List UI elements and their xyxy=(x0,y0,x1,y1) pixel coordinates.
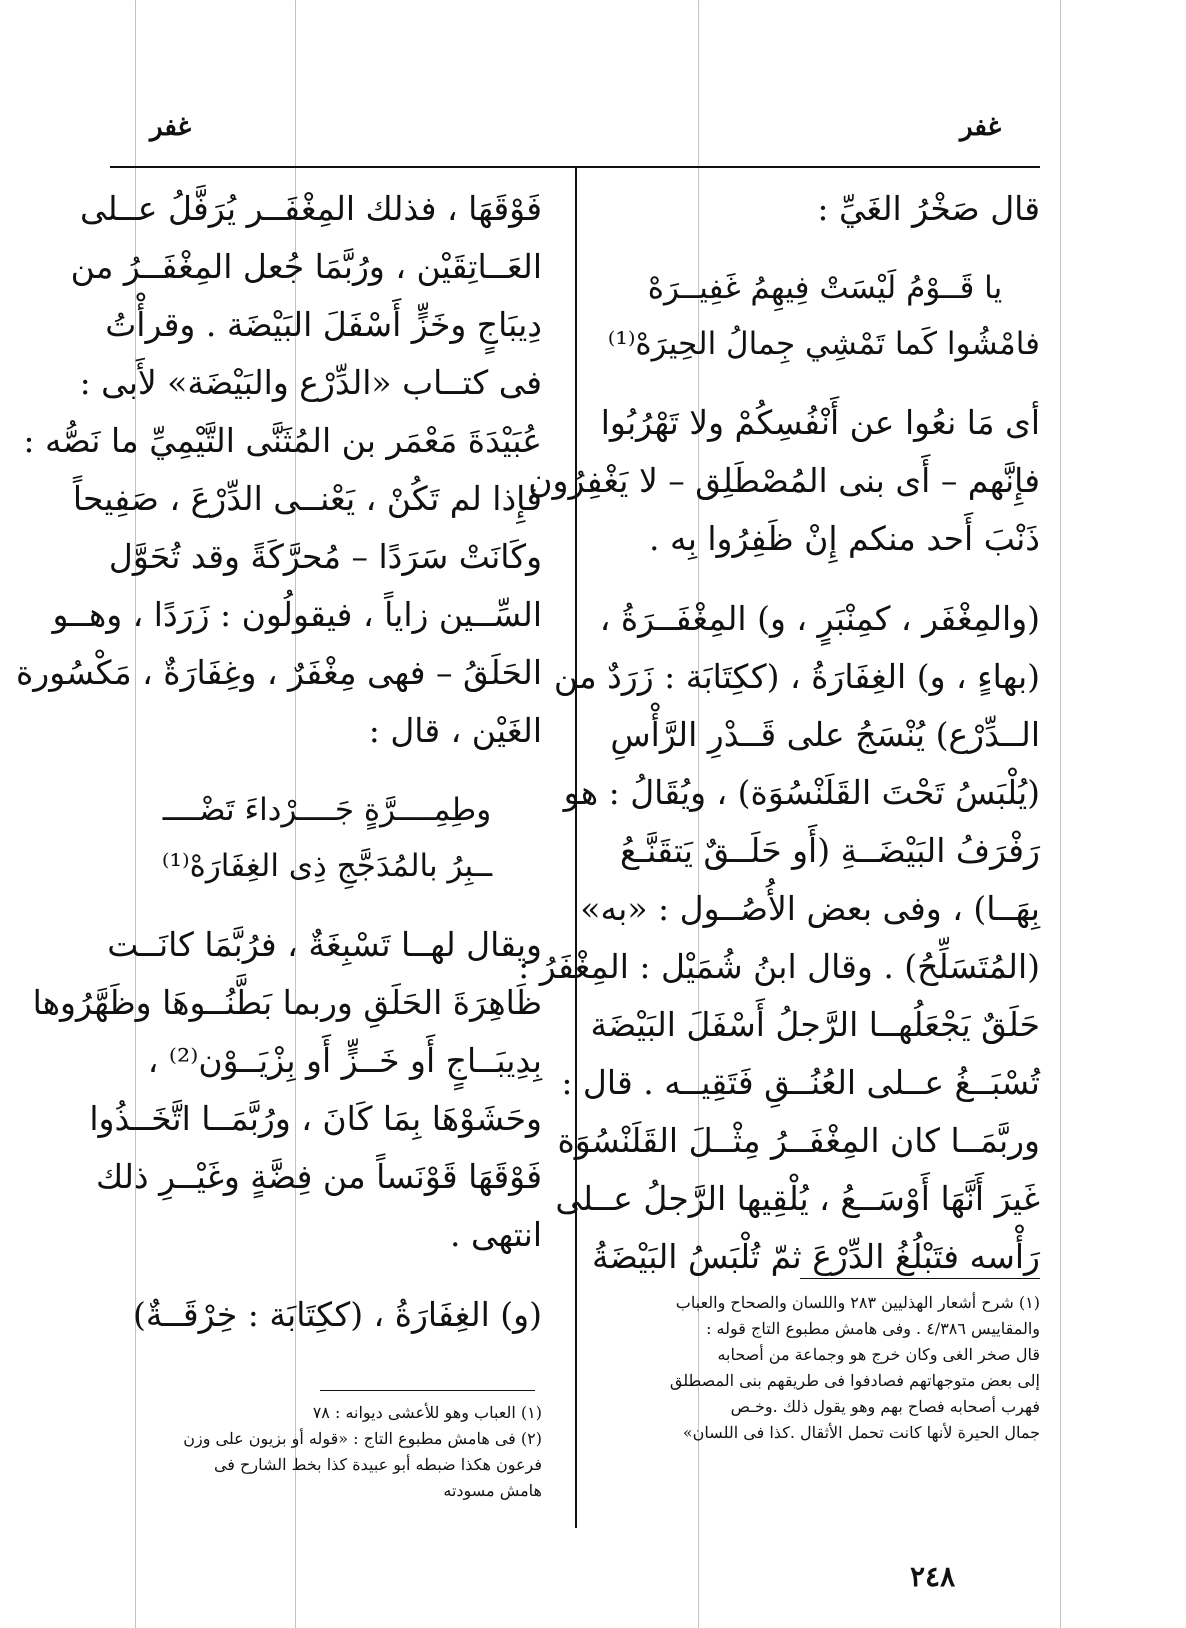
left-column xyxy=(16,180,542,1344)
text-line: رَأْسه فتَبْلُغُ الدِّرْعَ ثمّ تُلْبَسُ البَيْضَةُ xyxy=(592,1237,1040,1276)
footnote-line: فهرب أصحابه فصاح بهم وهو يقول ذلك .وخـص xyxy=(730,1397,1040,1416)
verse-line: وطِمِــــرَّةٍ جَــــرْداءَ تَضْــــ xyxy=(162,792,492,828)
text-line: فَوْقَهَا قَوْنَساً من فِضَّةٍ وغَيْــرِ ذلك xyxy=(96,1157,542,1196)
column-divider xyxy=(575,168,577,1528)
scan-guide-line xyxy=(1060,0,1061,1628)
verse-line: فامْشُوا كَما تَمْشِي جِمالُ الحِيرَهْ⁽¹⁾ xyxy=(607,326,1040,362)
footnote-line: جمال الحيرة لأنها كانت تحمل الأثقال .كذا فى اللسان» xyxy=(682,1423,1040,1442)
running-head-left: غفر xyxy=(150,112,192,142)
footnote-line: قال صخر الغى وكان خرج هو وجماعة من أصحابه xyxy=(717,1345,1040,1364)
intro-line: قال صَخْرُ الغَيِّ : xyxy=(817,189,1040,228)
text-line: ذَنْبَ أَحد منكم إِنْ ظَفِرُوا بِه . xyxy=(649,519,1040,558)
text-line: الحَلَقُ – فهى مِغْفَرٌ ، وغِفَارَةٌ ، مَكْسُورة xyxy=(16,653,542,692)
footnote-line: والمقاييس ٤/٣٨٦ . وفى هامش مطبوع التاج قوله : xyxy=(706,1319,1040,1338)
text-line: (المُتَسَلِّحُ) . وقال ابنُ شُمَيْل : المِغْفَرُ : xyxy=(518,947,1040,986)
text-line: انتهى . xyxy=(449,1215,542,1254)
text-line: غَيرَ أَنَّهَا أَوْسَــعُ ، يُلْقِيها الرَّجلُ عــلى xyxy=(555,1179,1040,1218)
text-line: الغَيْن ، قال : xyxy=(368,711,542,750)
footnote-line: هامش مسودته xyxy=(443,1481,542,1500)
footnote-line: إلى بعض متوجهاتهم فصادفوا فى طريقهم بنى المصطلق xyxy=(669,1371,1040,1390)
text-line: رَفْرَفُ البَيْضَــةِ (أَو حَلَــقٌ يَتقَنَّـعُ xyxy=(619,831,1040,870)
footnote-line: (١) شرح أشعار الهذليين ٢٨٣ واللسان والصحاح والعباب xyxy=(675,1293,1040,1312)
text-line: فى كتــاب «الدِّرْع والبَيْضَة» لأَبى : xyxy=(79,363,542,402)
text-line: حَلَقٌ يَجْعَلُهــا الرَّجلُ أَسْفَلَ البَيْضَة xyxy=(590,1005,1040,1044)
footnote-line: فرعون هكذا ضبطه أبو عبيدة كذا بخط الشارح فى xyxy=(213,1455,542,1474)
text-line: بِدِيبَــاجٍ أَو خَــزٍّ أَو بِزْيَــوْن⁽²⁾ ، xyxy=(147,1041,542,1080)
text-line: دِيبَاجٍ وخَزٍّ أَسْفَلَ البَيْضَة . وقرأْتُ xyxy=(105,305,542,344)
text-line: (والمِغْفَر ، كمِنْبَرٍ ، و) المِغْفَــرَةُ ، xyxy=(599,599,1040,638)
text-line: أى مَا نعُوا عن أَنْفُسِكُمْ ولا تَهْرُبُوا xyxy=(600,403,1040,442)
footnote-rule-left xyxy=(320,1390,535,1391)
text-line: (يُلْبَسُ تَحْتَ القَلَنْسُوَة) ، ويُقَالُ : هو xyxy=(563,773,1040,812)
footnote-rule-right xyxy=(800,1278,1040,1279)
text-line: وكَانَتْ سَرَدًا – مُحرَّكَةً وقد تُحَوَّل xyxy=(108,537,542,576)
text-line: ظَاهِرَةَ الحَلَقِ وربما بَطَّنُــوهَا وظَهَّرُوها xyxy=(32,983,542,1022)
text-line: فإِذا لم تَكُنْ ، يَعْنــى الدِّرْعَ ، صَفِيحاً xyxy=(72,479,542,518)
text-line: تُسْبَــغُ عــلى العُنُــقِ فَتَقِيــه . قال : xyxy=(561,1063,1040,1102)
text-line: وربَّمَــا كان المِغْفَــرُ مِثْــلَ القَلَنْسُوَة xyxy=(557,1121,1040,1160)
entry-line: (و) الغِفَارَةُ ، (ككِتَابَة : خِرْقَــةٌ) xyxy=(132,1295,542,1334)
page-number: ٢٤٨ xyxy=(910,1560,956,1593)
text-line: العَــاتِقَيْن ، ورُبَّمَا جُعل المِغْفَــرُ من xyxy=(70,247,542,286)
text-line: فَوْقَهَا ، فذلك المِغْفَــر يُرَفَّلُ عــلى xyxy=(80,189,542,228)
running-head-right: غفر xyxy=(960,112,1002,142)
footnote-line: (١) العباب وهو للأعشى ديوانه : ٧٨ xyxy=(312,1403,542,1422)
verse-line: ــبِرُ بالمُدَجَّجِ ذِى الغِفَارَهْ⁽¹⁾ xyxy=(161,848,493,884)
text-line: ويقال لهــا تَسْبِغَةٌ ، فرُبَّمَا كانَــت xyxy=(107,925,542,964)
footnotes-right xyxy=(600,1290,1040,1446)
footnotes-left xyxy=(112,1400,542,1504)
right-column xyxy=(518,180,1040,1286)
text-line: بِهَــا) ، وفى بعض الأُصُــول : «به» xyxy=(580,889,1040,928)
text-line: السِّــين زاياً ، فيقولُون : زَرَدًا ، وهــو xyxy=(52,595,542,634)
text-line: الــدِّرْع) يُنْسَجُ على قَــدْرِ الرَّأْسِ xyxy=(610,715,1040,754)
text-line: وحَشَوْهَا بِمَا كَانَ ، ورُبَّمَــا اتَّخَــذُوا xyxy=(89,1099,542,1138)
text-line: فإِنَّهم – أَى بنى المُصْطَلِق – لا يَغْفِرُون xyxy=(528,461,1040,500)
footnote-line: (٢) فى هامش مطبوع التاج : «قوله أو بزيون على وزن xyxy=(183,1429,542,1448)
text-line: (بهاءٍ ، و) الغِفَارَةُ ، (ككِتَابَة : زَرَدٌ من xyxy=(553,657,1040,696)
verse-line: يا قَــوْمُ لَيْسَتْ فِيهِمُ غَفِيــرَهْ xyxy=(647,270,1003,306)
text-line: عُبَيْدَةَ مَعْمَر بن المُثَنَّى التَّيْمِيِّ ما نَصُّه : xyxy=(23,421,542,460)
